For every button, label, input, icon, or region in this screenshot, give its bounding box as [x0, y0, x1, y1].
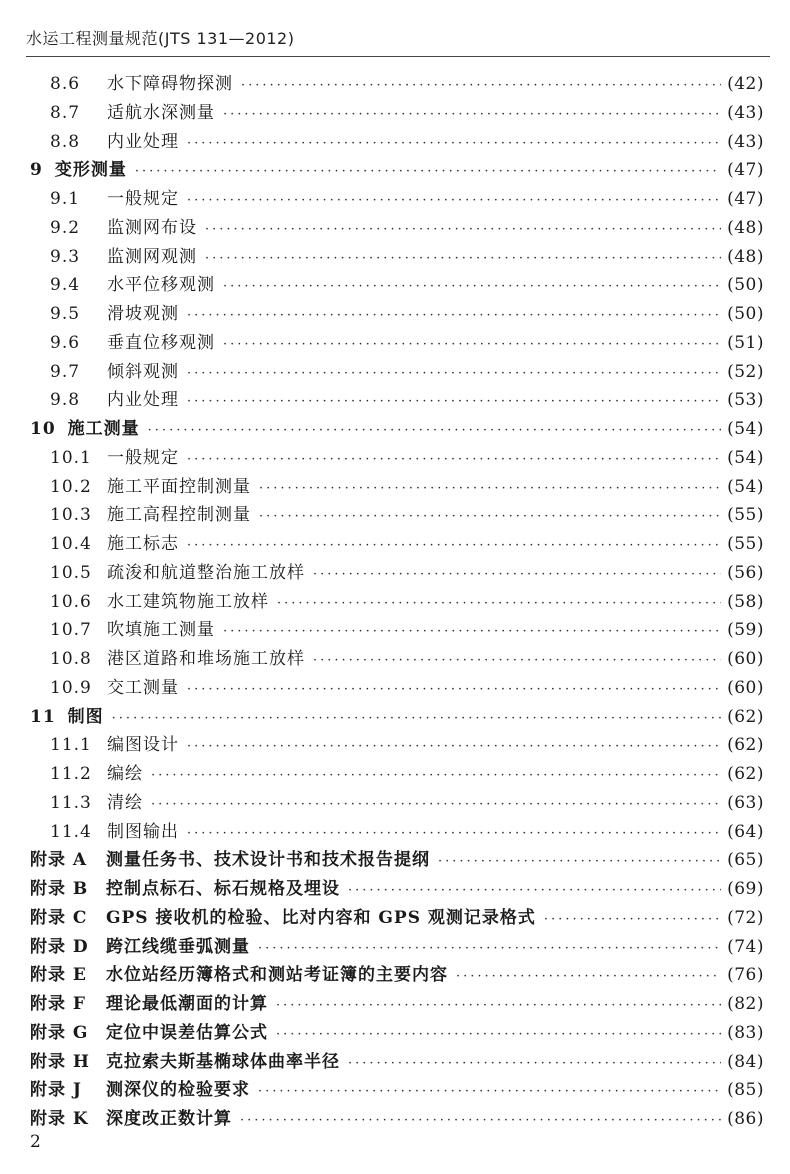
toc-section-entry [30, 214, 764, 243]
toc-appendix-entry [30, 961, 764, 990]
toc-section-entry [30, 789, 764, 818]
toc-entry-number: 附录 C [30, 907, 88, 928]
toc-entry-number: 10.1 [50, 447, 92, 468]
toc-entry-page: (59) [727, 620, 764, 641]
toc-entry-title: 控制点标石、标石规格及埋设 [106, 879, 340, 899]
toc-entry-number: 10.5 [50, 562, 92, 583]
toc-entry-page: (47) [727, 189, 764, 209]
toc-entry-title: 内业处理 [107, 390, 179, 411]
toc-dot-leader [187, 302, 721, 331]
toc-entry-page: (82) [727, 994, 764, 1014]
toc-entry-page: (86) [727, 1109, 764, 1129]
toc-appendix-entry [30, 875, 764, 904]
toc-entry-title: 施工高程控制测量 [107, 505, 251, 526]
toc-entry-page: (62) [727, 706, 764, 727]
toc-section-entry [30, 473, 764, 502]
toc-entry-page: (64) [727, 821, 764, 842]
toc-dot-leader [259, 475, 721, 504]
toc-dot-leader [313, 647, 721, 676]
toc-entry-title: 吹填施工测量 [107, 620, 215, 641]
toc-entry-number: 10.9 [50, 677, 92, 698]
toc-dot-leader [348, 877, 721, 906]
toc-entry-number: 附录 J [30, 1080, 82, 1101]
toc-entry-title: 施工测量 [67, 419, 140, 439]
toc-appendix-entry [30, 904, 764, 933]
toc-entry-title: 一般规定 [107, 189, 179, 209]
toc-section-entry [30, 501, 764, 530]
toc-entry-page: (84) [727, 1051, 764, 1072]
toc-entry-number: 附录 E [30, 965, 87, 986]
toc-entry-page: (54) [727, 447, 764, 468]
toc-dot-leader [187, 446, 721, 475]
toc-dot-leader [187, 733, 721, 762]
toc-dot-leader [259, 503, 721, 532]
toc-entry-page: (54) [727, 419, 764, 439]
toc-dot-leader [313, 561, 721, 590]
toc-section-entry [30, 329, 764, 358]
toc-section-entry [30, 760, 764, 789]
toc-appendix-entry [30, 1019, 764, 1048]
toc-dot-leader [276, 1021, 721, 1050]
toc-entry-number: 10.7 [50, 620, 92, 641]
toc-section-entry [30, 300, 764, 329]
toc-entry-page: (52) [727, 361, 764, 382]
toc-entry-number: 9.4 [50, 275, 81, 296]
page-number: 2 [30, 1132, 41, 1152]
toc-entry-page: (63) [727, 792, 764, 813]
toc-section-entry [30, 559, 764, 588]
toc-entry-title: 水下障碍物探测 [107, 74, 233, 94]
toc-section-entry [30, 588, 764, 617]
toc-entry-page: (58) [727, 591, 764, 612]
toc-entry-page: (69) [727, 879, 764, 899]
toc-entry-title: 水平位移观测 [107, 275, 215, 296]
toc-entry-number: 10.4 [50, 534, 92, 554]
toc-entry-title: 清绘 [107, 792, 143, 813]
toc-dot-leader [187, 820, 721, 849]
toc-section-entry [30, 271, 764, 300]
toc-section-entry [30, 99, 764, 128]
toc-entry-title: 垂直位移观测 [107, 332, 215, 353]
toc-appendix-entry [30, 990, 764, 1019]
toc-entry-number: 附录 F [30, 994, 86, 1014]
toc-dot-leader [223, 273, 721, 302]
toc-entry-page: (42) [727, 74, 764, 94]
toc-dot-leader [544, 906, 721, 935]
toc-appendix-entry [30, 933, 764, 962]
toc-dot-leader [438, 848, 721, 877]
toc-section-entry [30, 386, 764, 415]
toc-appendix-entry [30, 1076, 764, 1105]
toc-entry-number: 附录 A [30, 850, 88, 871]
toc-entry-number: 9.2 [50, 217, 81, 238]
toc-entry-page: (48) [727, 246, 764, 267]
toc-entry-title: 水位站经历簿格式和测站考证簿的主要内容 [106, 965, 448, 986]
toc-entry-page: (83) [727, 1022, 764, 1043]
toc-dot-leader [258, 1078, 721, 1107]
toc-entry-title: 监测网布设 [107, 217, 197, 238]
toc-entry-number: 11 [30, 706, 56, 727]
toc-entry-page: (43) [727, 102, 764, 123]
toc-entry-page: (65) [727, 850, 764, 871]
toc-entry-number: 10 [30, 419, 56, 439]
toc-section-entry [30, 444, 764, 473]
toc-entry-page: (50) [727, 304, 764, 324]
toc-section-entry [30, 185, 764, 214]
toc-entry-title: 内业处理 [107, 131, 179, 152]
toc-entry-number: 11.2 [50, 764, 92, 784]
toc-entry-page: (60) [727, 677, 764, 698]
toc-entry-page: (43) [727, 131, 764, 152]
toc-entry-title: 交工测量 [107, 677, 179, 698]
toc-entry-title: 监测网观测 [107, 246, 197, 267]
toc-entry-page: (62) [727, 735, 764, 756]
toc-dot-leader [187, 360, 721, 389]
toc-dot-leader [277, 590, 721, 619]
toc-entry-page: (53) [727, 390, 764, 411]
toc-entry-title: 水工建筑物施工放样 [107, 591, 269, 612]
toc-entry-page: (54) [727, 476, 764, 497]
toc-dot-leader [187, 187, 721, 216]
toc-dot-leader [223, 331, 721, 360]
toc-entry-number: 9.5 [50, 304, 81, 324]
toc-entry-title: 变形测量 [54, 160, 127, 181]
toc-dot-leader [151, 791, 721, 820]
toc-entry-page: (76) [727, 965, 764, 986]
toc-entry-title: 制图输出 [107, 821, 179, 842]
toc-dot-leader [223, 618, 721, 647]
toc-entry-number: 9.6 [50, 332, 81, 353]
toc-entry-title: 适航水深测量 [107, 102, 215, 123]
toc-dot-leader [187, 676, 721, 705]
toc-entry-page: (55) [727, 534, 764, 554]
toc-entry-title: 跨江线缆垂弧测量 [106, 936, 250, 957]
toc-entry-number: 9.8 [50, 390, 81, 411]
toc-entry-title: 克拉索夫斯基椭球体曲率半径 [106, 1051, 340, 1072]
toc-entry-title: 疏浚和航道整治施工放样 [107, 562, 305, 583]
toc-section-entry [30, 731, 764, 760]
toc-dot-leader [112, 705, 721, 734]
toc-entry-page: (72) [727, 907, 764, 928]
toc-appendix-entry [30, 846, 764, 875]
toc-entry-number: 11.3 [50, 792, 92, 813]
toc-section-entry [30, 128, 764, 157]
toc-entry-number: 附录 G [30, 1022, 89, 1043]
toc-entry-number: 附录 K [30, 1109, 89, 1129]
toc-entry-page: (51) [727, 332, 764, 353]
toc-entry-number: 附录 B [30, 879, 89, 899]
toc-entry-page: (47) [727, 160, 764, 181]
toc-entry-number: 9.1 [50, 189, 81, 209]
toc-entry-number: 10.3 [50, 505, 92, 526]
toc-entry-page: (62) [727, 764, 764, 784]
running-header: 水运工程测量规范(JTS 131—2012) [26, 29, 295, 48]
header-rule [26, 56, 770, 57]
toc-entry-number: 10.8 [50, 649, 92, 669]
toc-dot-leader [151, 762, 721, 791]
toc-entry-number: 附录 D [30, 936, 89, 957]
toc-chapter-entry [30, 156, 764, 185]
toc-section-entry [30, 70, 764, 99]
toc-dot-leader [276, 992, 721, 1021]
toc-dot-leader [241, 72, 721, 101]
toc-entry-title: 理论最低潮面的计算 [106, 994, 268, 1014]
toc-entry-title: 定位中误差估算公式 [106, 1022, 268, 1043]
toc-entry-number: 8.8 [50, 131, 81, 152]
toc-dot-leader [205, 245, 721, 274]
toc-entry-number: 10.2 [50, 476, 92, 497]
toc-dot-leader [187, 130, 721, 159]
toc-dot-leader [223, 101, 721, 130]
toc-entry-title: 编绘 [107, 764, 143, 784]
toc-dot-leader [135, 158, 721, 187]
toc-chapter-entry [30, 703, 764, 732]
toc-entry-page: (74) [727, 936, 764, 957]
toc-entry-number: 9.3 [50, 246, 81, 267]
toc-entry-number: 11.4 [50, 821, 92, 842]
toc-dot-leader [205, 216, 721, 245]
toc-entry-number: 附录 H [30, 1051, 90, 1072]
toc-entry-title: 一般规定 [107, 447, 179, 468]
toc-chapter-entry [30, 415, 764, 444]
toc-appendix-entry [30, 1105, 764, 1134]
toc-section-entry [30, 530, 764, 559]
toc-entry-title: 编图设计 [107, 735, 179, 756]
toc-entry-title: 施工平面控制测量 [107, 476, 251, 497]
toc-section-entry [30, 818, 764, 847]
toc-entry-title: 制图 [67, 706, 104, 727]
toc-entry-title: 滑坡观测 [107, 304, 179, 324]
toc-entry-title: 测量任务书、技术设计书和技术报告提纲 [106, 850, 430, 871]
toc-dot-leader [240, 1107, 721, 1136]
toc-entry-title: 港区道路和堆场施工放样 [107, 649, 305, 669]
toc-section-entry [30, 358, 764, 387]
toc-entry-title: GPS 接收机的检验、比对内容和 GPS 观测记录格式 [106, 907, 536, 928]
toc-entry-title: 深度改正数计算 [106, 1109, 232, 1129]
toc-section-entry [30, 674, 764, 703]
toc-dot-leader [187, 532, 721, 561]
toc-entry-page: (48) [727, 217, 764, 238]
toc-entry-number: 11.1 [50, 735, 92, 756]
toc-entry-page: (60) [727, 649, 764, 669]
toc-entry-page: (50) [727, 275, 764, 296]
toc-entry-title: 施工标志 [107, 534, 179, 554]
toc-dot-leader [456, 963, 721, 992]
toc-section-entry [30, 645, 764, 674]
toc-dot-leader [148, 417, 721, 446]
toc-entry-title: 测深仪的检验要求 [106, 1080, 250, 1101]
toc-dot-leader [258, 935, 721, 964]
toc-entry-number: 8.7 [50, 102, 81, 123]
toc-entry-number: 9.7 [50, 361, 81, 382]
toc-entry-number: 8.6 [50, 74, 81, 94]
toc-entry-title: 倾斜观测 [107, 361, 179, 382]
table-of-contents [30, 70, 764, 1134]
toc-entry-page: (55) [727, 505, 764, 526]
toc-entry-number: 10.6 [50, 591, 92, 612]
toc-entry-page: (85) [727, 1080, 764, 1101]
toc-section-entry [30, 616, 764, 645]
toc-appendix-entry [30, 1048, 764, 1077]
toc-dot-leader [187, 388, 721, 417]
toc-section-entry [30, 243, 764, 272]
toc-entry-page: (56) [727, 562, 764, 583]
toc-entry-number: 9 [30, 160, 43, 181]
toc-dot-leader [348, 1050, 721, 1079]
